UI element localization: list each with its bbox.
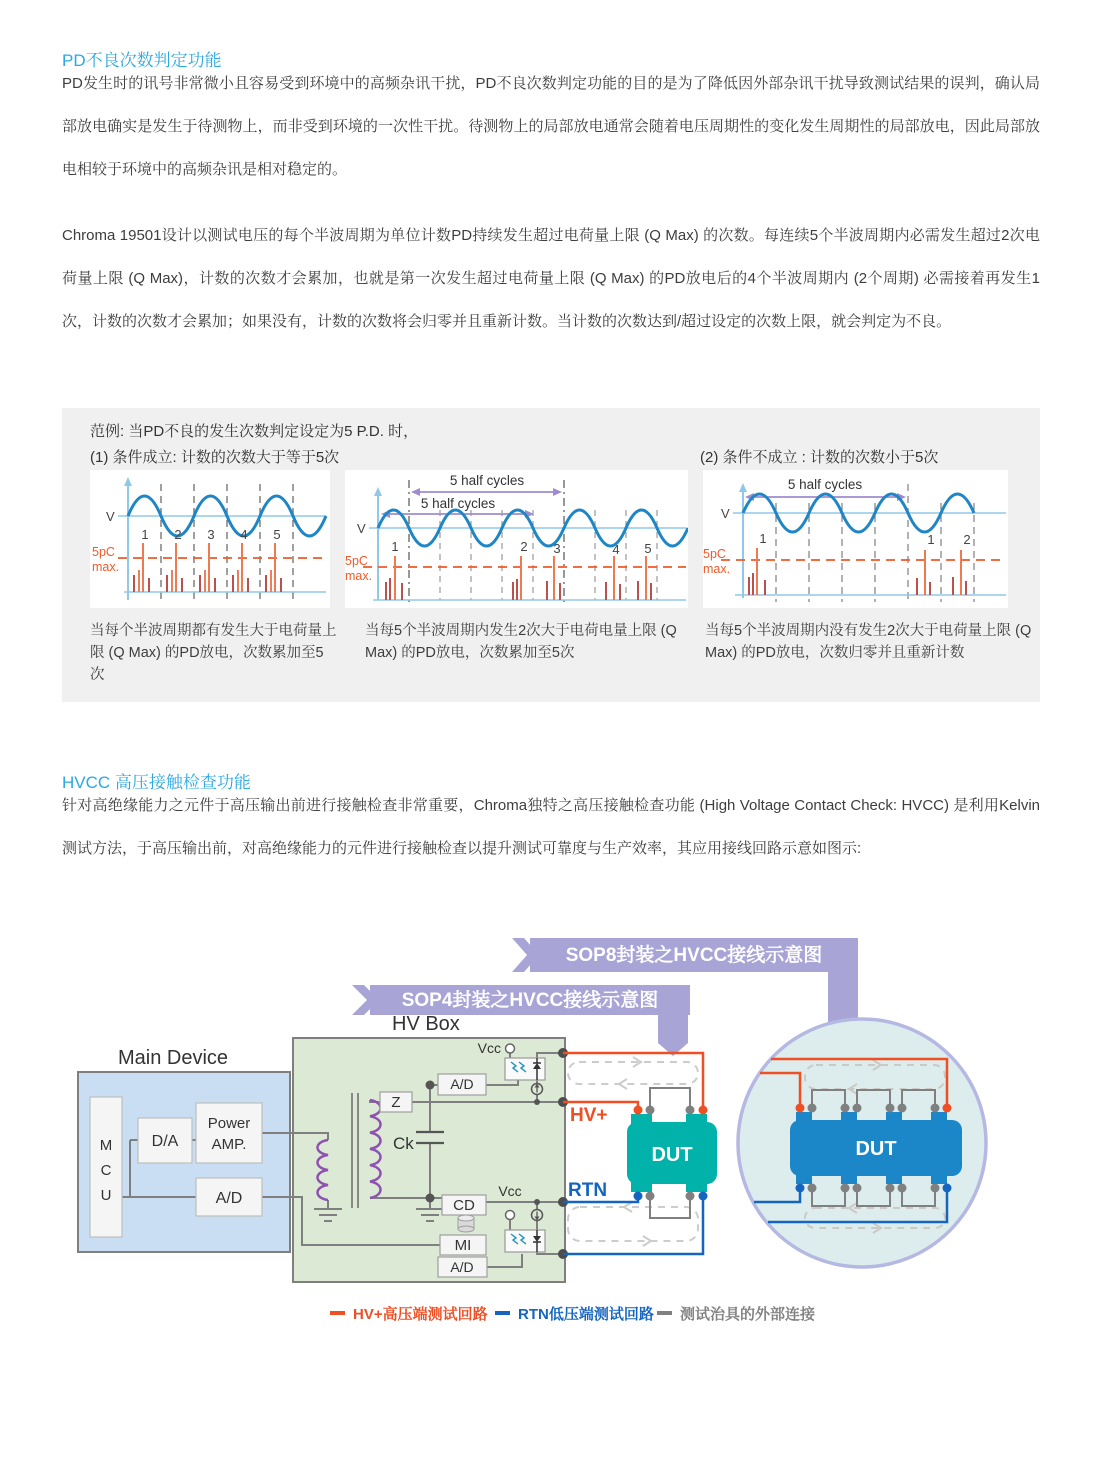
panel3-count-numbers: [759, 531, 970, 547]
hv-box-label: HV Box: [392, 1013, 460, 1035]
panel2-threshold-label2: max.: [345, 569, 373, 583]
cd-block-label: CD: [453, 1197, 475, 1214]
svg-text:5: 5: [644, 541, 652, 556]
panel1-threshold-label1: 5pC: [92, 545, 115, 559]
main-device-label: Main Device: [118, 1047, 229, 1069]
hvcc-section-heading: HVCC 高压接触检查功能: [62, 773, 251, 792]
hv-wires-sop4: [563, 1053, 703, 1106]
sop4-banner-label: SOP4封装之HVCC接线示意图: [401, 990, 659, 1011]
svg-text:C: C: [100, 1162, 112, 1179]
power-amp-label-2: AMP.: [211, 1136, 247, 1153]
panel3-axis-arrow: [739, 483, 747, 492]
hvcc-paragraph: 针对高绝缘能力之元件于高压输出前进行接触检查非常重要，Chroma独特之高压接触检查功能 (High Voltage Contact Check: HVCC) 是利用Kelvin测试方法，于高压输出前，对高绝缘能力的元件进行接触检查以提升测试可靠度与生产效率，其应用接线回路示意如图示:: [62, 797, 1040, 857]
legend-hv-label: HV+高压端测试回路: [353, 1306, 488, 1323]
panel3-threshold-label2: max.: [703, 562, 731, 576]
panel1-threshold-label2: max.: [92, 560, 120, 574]
vcc-bottom-terminal: [506, 1211, 515, 1220]
sop8-circle-view: [738, 1019, 986, 1267]
panel2-cycles-label-2: 5 half cycles: [420, 496, 496, 511]
mcu-letters: [100, 1137, 113, 1204]
dut-sop8: [790, 1112, 962, 1184]
pd-paragraph-1: PD发生时的讯号非常微小且容易受到环境中的高频杂讯干扰，PD不良次数判定功能的目的是为了降低因外部杂讯干扰导致测试结果的误判，确认局部放电确实是发生于待测物上，而非受到环境的一次性干扰。待测物上的局部放电通常会随着电压周期性的变化发生周期性的局部放电，因此局部放电相较于环境中的高频杂讯是相对稳定的。: [62, 75, 1040, 178]
optocoupler-bottom: [505, 1230, 545, 1252]
power-amp-label-1: Power: [207, 1115, 251, 1132]
waveform-panel-1: [90, 470, 330, 608]
svg-text:1: 1: [759, 531, 767, 546]
dut-sop8-label: DUT: [855, 1138, 897, 1160]
vcc-top-label: Vcc: [477, 1040, 501, 1056]
panel1-gridlines: [161, 484, 293, 600]
da-block-label: D/A: [151, 1133, 179, 1150]
rtn-label: RTN: [568, 1180, 608, 1201]
dut-sop4-label: DUT: [651, 1144, 693, 1166]
example-caption-3: 当每5个半波周期内没有发生2次大于电荷量上限 (Q Max) 的PD放电，次数归零并且重新计数: [705, 623, 1032, 661]
panel3-gridlines: [776, 484, 974, 602]
svg-text:1: 1: [391, 539, 399, 554]
hv-plus-label: HV+: [570, 1105, 608, 1126]
panel2-cycles-label-1: 5 half cycles: [449, 473, 525, 488]
svg-text:2: 2: [174, 527, 182, 542]
mi-block-label: MI: [454, 1237, 472, 1254]
example-caption-2: 当每5个半波周期内发生2次大于电荷电量上限 (Q Max) 的PD放电，次数累加至5次: [365, 623, 677, 661]
panel2-pd-spikes: [386, 556, 651, 600]
panel1-axis-arrow: [124, 477, 132, 486]
main-ad-label: A/D: [215, 1190, 243, 1207]
panel3-threshold-label1: 5pC: [703, 547, 726, 561]
svg-text:1: 1: [927, 532, 935, 547]
svg-text:2: 2: [520, 539, 528, 554]
power-amp-block: [196, 1103, 262, 1163]
waveform-panel-2: [345, 470, 688, 608]
optocoupler-top: [505, 1058, 545, 1080]
panel1-axis-label: V: [106, 509, 115, 524]
panel3-cycles-label: 5 half cycles: [787, 477, 863, 492]
svg-text:3: 3: [207, 527, 215, 542]
panel2-axis-label: V: [357, 521, 366, 536]
ck-label: Ck: [393, 1134, 414, 1153]
panel2-axis-arrow: [374, 487, 382, 496]
main-device-box: [78, 1072, 293, 1252]
ad-top-label: A/D: [450, 1076, 474, 1092]
svg-text:2: 2: [963, 532, 971, 547]
sop8-banner-label: SOP8封装之HVCC接线示意图: [565, 945, 823, 966]
diagram-legend: [330, 1305, 815, 1323]
svg-text:M: M: [99, 1137, 113, 1154]
example-case2-label: (2) 条件不成立 : 计数的次数小于5次: [700, 449, 939, 466]
hv-box: [293, 1038, 568, 1282]
z-block-label: Z: [391, 1094, 401, 1111]
svg-text:U: U: [100, 1187, 112, 1204]
panel1-pd-spikes: [134, 543, 281, 592]
dut-sop4: [627, 1106, 717, 1201]
svg-text:4: 4: [612, 542, 620, 557]
pd-paragraph-2: Chroma 19501设计以测试电压的每个半波周期为单位计数PD持续发生超过电荷量上限 (Q Max) 的次数。每连续5个半波周期内必需发生超过2次电荷量上限 (Q Max)，计数的次数才会累加，也就是第一次发生超过电荷量上限 (Q Max) 的PD放电后的4个半波周期内 (2个周期) 必需接着再发生1次，计数的次数才会累加；如果没有，计数的次数将会归零并且重新计数。当计数的次数达到/超过设定的次数上限，就会判定为不良。: [62, 227, 1040, 330]
panel3-axis-label: V: [721, 506, 730, 521]
vcc-top-terminal: [506, 1044, 515, 1053]
example-case1-label: (1) 条件成立: 计数的次数大于等于5次: [90, 449, 340, 466]
example-title: 范例: 当PD不良的发生次数判定设定为5 P.D. 时，: [90, 423, 419, 440]
legend-fixture-label: 测试治具的外部连接: [680, 1306, 816, 1323]
hvcc-wiring-diagram: [50, 925, 1060, 1335]
svg-text:5: 5: [273, 527, 281, 542]
waveform-panel-3: [703, 470, 1008, 608]
legend-rtn-label: RTN低压端测试回路: [518, 1306, 654, 1323]
panel3-pd-spikes: [749, 548, 966, 595]
panel2-threshold-label1: 5pC: [345, 554, 368, 568]
svg-text:3: 3: [553, 541, 561, 556]
pd-example-box: [62, 408, 1040, 702]
example-caption-1: 当每个半波周期都有发生大于电荷量上限 (Q Max) 的PD放电，次数累加至5次: [90, 623, 337, 683]
svg-text:4: 4: [240, 527, 248, 542]
cylinder-component: [458, 1215, 474, 1232]
svg-text:1: 1: [141, 527, 149, 542]
ad-bottom-label: A/D: [450, 1259, 474, 1275]
pd-section-heading: PD不良次数判定功能: [62, 51, 222, 70]
vcc-bottom-label: Vcc: [498, 1183, 522, 1199]
